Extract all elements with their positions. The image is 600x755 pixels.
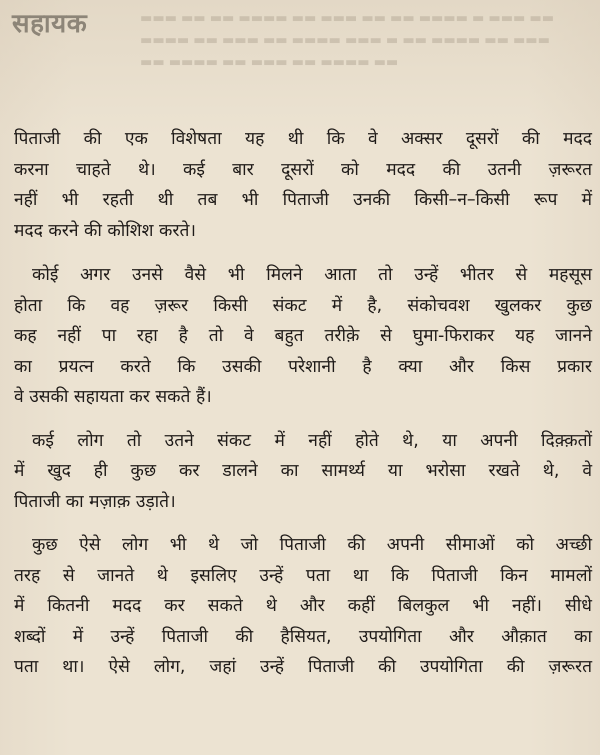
text-line: में खुद ही कुछ कर डालने का सामर्थ्य या भरोसा रखते थे, वे: [14, 461, 592, 481]
body-text: [14, 124, 592, 697]
text-line: कुछ ऐसे लोग भी थे जो पिताजी की अपनी सीमाओं को अच्छी: [32, 535, 592, 555]
page-title: सहायक: [12, 9, 88, 39]
text-line: में कितनी मदद कर सकते थे और कहीं बिलकुल भी नहीं। सीधे: [14, 596, 592, 616]
paragraph-3: [14, 426, 592, 518]
paragraph-4: [14, 530, 592, 683]
text-line: मदद करने की कोशिश करते।: [14, 220, 196, 241]
text-line: होता कि वह ज़रूर किसी संकट में है, संकोचवश खुलकर कुछ: [14, 295, 592, 316]
text-line: कोई अगर उनसे वैसे भी मिलने आता तो उन्हें भीतर से महसूस: [32, 265, 592, 285]
text-line: का प्रयत्न करते कि उसकी परेशानी है क्या और किस प्रकार: [14, 356, 592, 377]
paragraph-2: [14, 260, 592, 413]
text-line: तरह से जानते थे इसलिए उन्हें पता था कि पिताजी किन मामलों: [14, 565, 592, 586]
text-line: वे उसकी सहायता कर सकते हैं।: [14, 387, 212, 407]
show-through-texture: ▬▬ ▬▬▬ ▬ ▬▬▬▬ ▬▬ ▬▬ ▬▬▬ ▬▬ ▬▬▬▬ ▬▬ ▬▬ ▬▬▬ ▬▬▬ ▬▬ ▬▬▬▬ ▬▬ ▬ ▬▬▬ ▬▬▬▬ ▬▬ ▬▬▬ ▬▬ ▬▬▬▬ ▬▬ ▬▬▬▬ ▬▬ ▬▬▬ ▬▬ ▬▬▬▬ ▬▬: [140, 11, 554, 70]
text-line: कई लोग तो उतने संकट में नहीं होते थे, या अपनी दिक़्क़तों: [32, 430, 592, 451]
paragraph-1: [14, 124, 592, 246]
text-line: करना चाहते थे। कई बार दूसरों को मदद की उतनी ज़रूरत: [14, 159, 592, 180]
text-line: शब्दों में उन्हें पिताजी की हैसियत, उपयोगिता और औक़ात का: [14, 626, 592, 647]
text-line: पिताजी की एक विशेषता यह थी कि वे अक्सर दूसरों की मदद: [14, 129, 592, 149]
text-line: कह नहीं पा रहा है तो वे बहुत तरीक़े से घुमा-फिराकर यह जानने: [14, 326, 592, 346]
text-line: नहीं भी रहती थी तब भी पिताजी उनकी किसी–न–किसी रूप में: [14, 190, 592, 210]
text-line: पता था। ऐसे लोग, जहां उन्हें पिताजी की उपयोगिता की ज़रूरत: [14, 657, 592, 677]
text-line: पिताजी का मज़ाक़ उड़ाते।: [14, 491, 176, 512]
